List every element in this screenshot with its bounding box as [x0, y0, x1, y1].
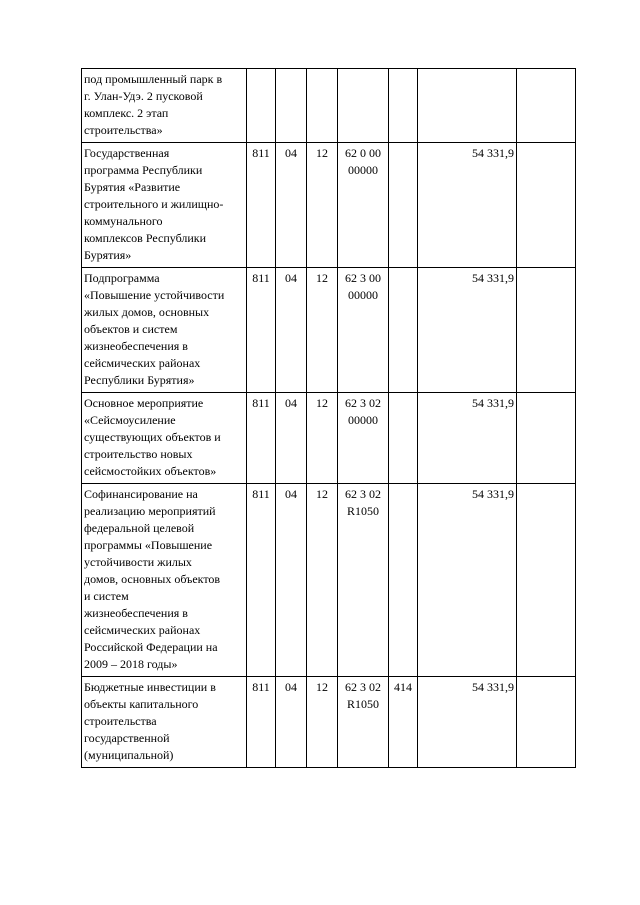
amount-cell: 54 331,9 — [418, 268, 517, 393]
table-row — [82, 268, 576, 393]
grbs-code-cell: 811 — [247, 677, 276, 768]
target-article-cell — [338, 143, 389, 268]
amount-cell: 54 331,9 — [418, 143, 517, 268]
section-code-cell: 04 — [276, 677, 307, 768]
target-article-cell — [338, 484, 389, 677]
section-code-cell: 04 — [276, 268, 307, 393]
amount-cell: 54 331,9 — [418, 484, 517, 677]
extra-cell — [517, 393, 576, 484]
subsection-code-cell: 12 — [307, 268, 338, 393]
table-row — [82, 143, 576, 268]
grbs-code-cell: 811 — [247, 268, 276, 393]
target-article-code: 62 3 02 00000 — [345, 396, 381, 427]
subsection-code-cell: 12 — [307, 143, 338, 268]
grbs-code-cell — [247, 69, 276, 143]
expense-type-cell: 414 — [389, 677, 418, 768]
target-article-cell — [338, 69, 389, 143]
item-name-cell — [82, 268, 247, 393]
amount-cell: 54 331,9 — [418, 393, 517, 484]
subsection-code-cell: 12 — [307, 484, 338, 677]
item-name-cell — [82, 484, 247, 677]
amount-cell — [418, 69, 517, 143]
expense-type-cell — [389, 268, 418, 393]
item-name: Государственная программа Республики Бурятия «Развитие строительного и жилищно- коммунального комплексов Республики Бурятия» — [84, 146, 224, 262]
item-name: Подпрограмма «Повышение устойчивости жилых домов, основных объектов и систем жизнеобеспечения в сейсмических районах Республики Бурятия» — [84, 271, 225, 387]
expense-type-cell — [389, 393, 418, 484]
subsection-code-cell: 12 — [307, 393, 338, 484]
table-row — [82, 484, 576, 677]
grbs-code-cell: 811 — [247, 393, 276, 484]
target-article-cell — [338, 677, 389, 768]
budget-table — [81, 68, 576, 768]
section-code-cell: 04 — [276, 484, 307, 677]
section-code-cell: 04 — [276, 393, 307, 484]
target-article-code: 62 3 02 R1050 — [345, 487, 381, 518]
extra-cell — [517, 143, 576, 268]
target-article-code: 62 3 00 00000 — [345, 271, 381, 302]
amount-cell: 54 331,9 — [418, 677, 517, 768]
extra-cell — [517, 484, 576, 677]
grbs-code-cell: 811 — [247, 143, 276, 268]
target-article-cell — [338, 268, 389, 393]
extra-cell — [517, 69, 576, 143]
grbs-code-cell: 811 — [247, 484, 276, 677]
item-name-cell — [82, 677, 247, 768]
expense-type-cell — [389, 484, 418, 677]
extra-cell — [517, 268, 576, 393]
item-name: под промышленный парк в г. Улан-Удэ. 2 пусковой комплекс. 2 этап строительства» — [84, 72, 223, 137]
expense-type-cell — [389, 143, 418, 268]
section-code-cell: 04 — [276, 143, 307, 268]
item-name-cell — [82, 143, 247, 268]
table-row — [82, 69, 576, 143]
extra-cell — [517, 677, 576, 768]
expense-type-cell — [389, 69, 418, 143]
target-article-code: 62 0 00 00000 — [345, 146, 381, 177]
table-row — [82, 677, 576, 768]
item-name-cell — [82, 69, 247, 143]
item-name-cell — [82, 393, 247, 484]
target-article-code: 62 3 02 R1050 — [345, 680, 381, 711]
item-name: Софинансирование на реализацию мероприятий федеральной целевой программы «Повышение устойчивости жилых домов, основных объектов и систем жизнеобеспечения в сейсмических районах Российской Федерации на 2009 – 2018 годы» — [84, 487, 221, 671]
subsection-code-cell — [307, 69, 338, 143]
target-article-cell — [338, 393, 389, 484]
section-code-cell — [276, 69, 307, 143]
item-name: Бюджетные инвестиции в объекты капитального строительства государственной (муниципальной) — [84, 680, 216, 762]
table-row — [82, 393, 576, 484]
subsection-code-cell: 12 — [307, 677, 338, 768]
item-name: Основное мероприятие «Сейсмоусиление существующих объектов и строительство новых сейсмостойких объектов» — [84, 396, 221, 478]
